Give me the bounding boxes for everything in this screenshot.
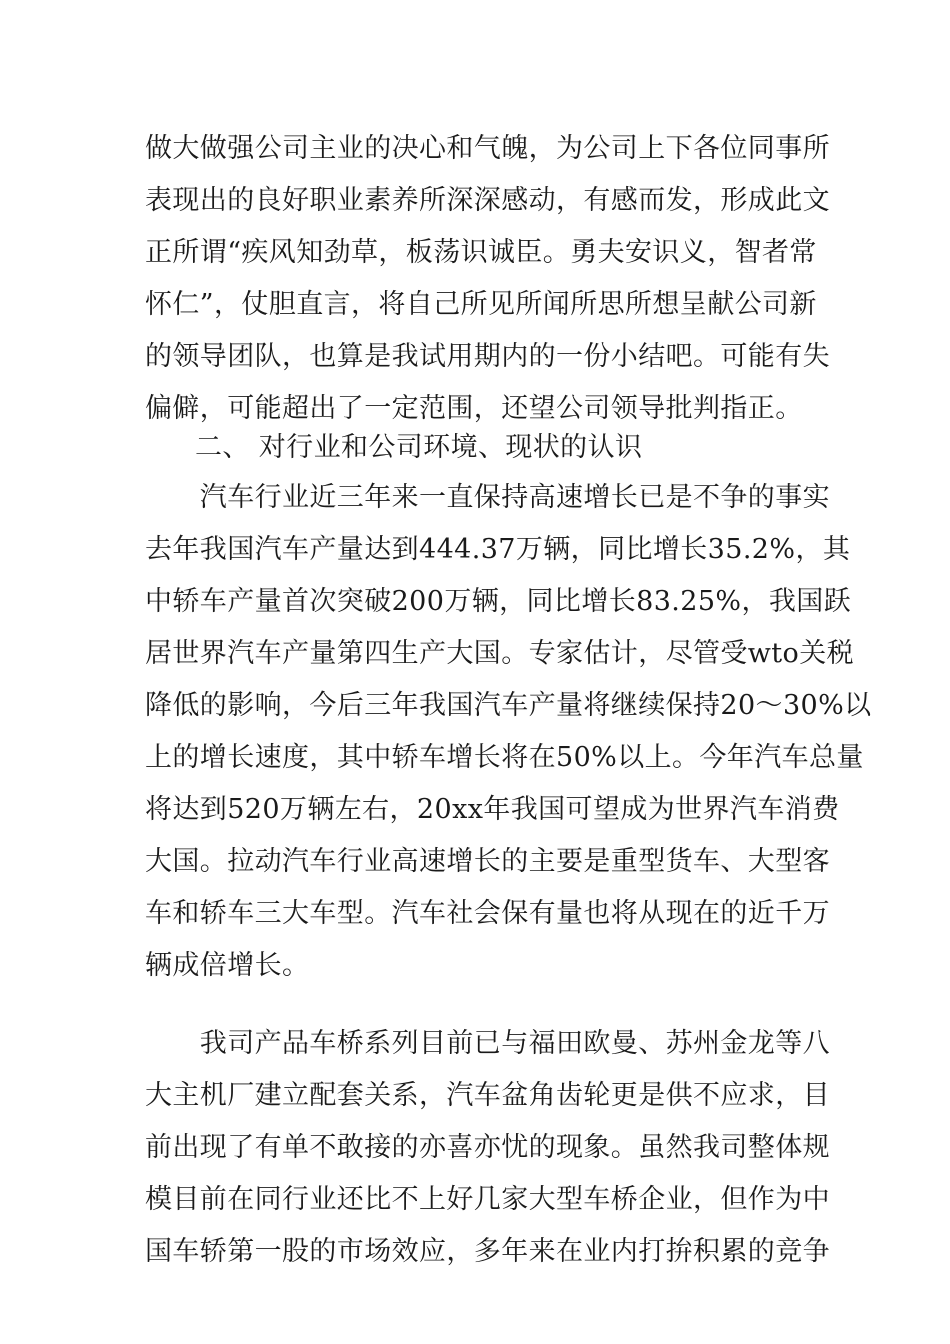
text-line: 大主机厂建立配套关系，汽车盆角齿轮更是供不应求，目 <box>145 1080 830 1111</box>
text-line: 大国。拉动汽车行业高速增长的主要是重型货车、大型客 <box>145 846 830 877</box>
paragraph-industry-overview <box>145 472 872 992</box>
paragraph-company-status <box>145 1018 830 1278</box>
section-heading-text: 二、 对行业和公司环境、现状的认识 <box>195 432 643 463</box>
text-line: 偏僻，可能超出了一定范围，还望公司领导批判指正。 <box>145 393 803 424</box>
text-line: 降低的影响，今后三年我国汽车产量将继续保持20～30%以 <box>145 690 872 721</box>
text-line: 表现出的良好职业素养所深深感动，有感而发，形成此文 <box>145 185 830 216</box>
text-line: 做大做强公司主业的决心和气魄，为公司上下各位同事所 <box>145 133 830 164</box>
text-line: 怀仁”，仗胆直言，将自己所见所闻所思所想呈献公司新 <box>145 289 817 320</box>
text-line: 汽车行业近三年来一直保持高速增长已是不争的事实 <box>145 482 830 513</box>
text-line: 我司产品车桥系列目前已与福田欧曼、苏州金龙等八 <box>145 1028 830 1059</box>
text-line: 正所谓“疾风知劲草，板荡识诚臣。勇夫安识义，智者常 <box>145 237 817 268</box>
paragraph-introduction <box>145 123 830 435</box>
text-line: 上的增长速度，其中轿车增长将在50%以上。今年汽车总量 <box>145 742 864 773</box>
section-heading <box>195 422 815 474</box>
text-line: 将达到520万辆左右，20xx年我国可望成为世界汽车消费 <box>145 794 840 825</box>
text-line: 中轿车产量首次突破200万辆，同比增长83.25%，我国跃 <box>145 586 852 617</box>
text-line: 模目前在同行业还比不上好几家大型车桥企业，但作为中 <box>145 1184 830 1215</box>
text-line: 辆成倍增长。 <box>145 950 310 981</box>
text-line: 车和轿车三大车型。汽车社会保有量也将从现在的近千万 <box>145 898 830 929</box>
text-line: 国车轿第一股的市场效应，多年来在业内打拚积累的竞争 <box>145 1236 830 1267</box>
text-line: 的领导团队，也算是我试用期内的一份小结吧。可能有失 <box>145 341 830 372</box>
text-line: 去年我国汽车产量达到444.37万辆，同比增长35.2%，其 <box>145 534 851 565</box>
text-line: 居世界汽车产量第四生产大国。专家估计，尽管受wto关税 <box>145 638 855 669</box>
text-line: 前出现了有单不敢接的亦喜亦忧的现象。虽然我司整体规 <box>145 1132 830 1163</box>
